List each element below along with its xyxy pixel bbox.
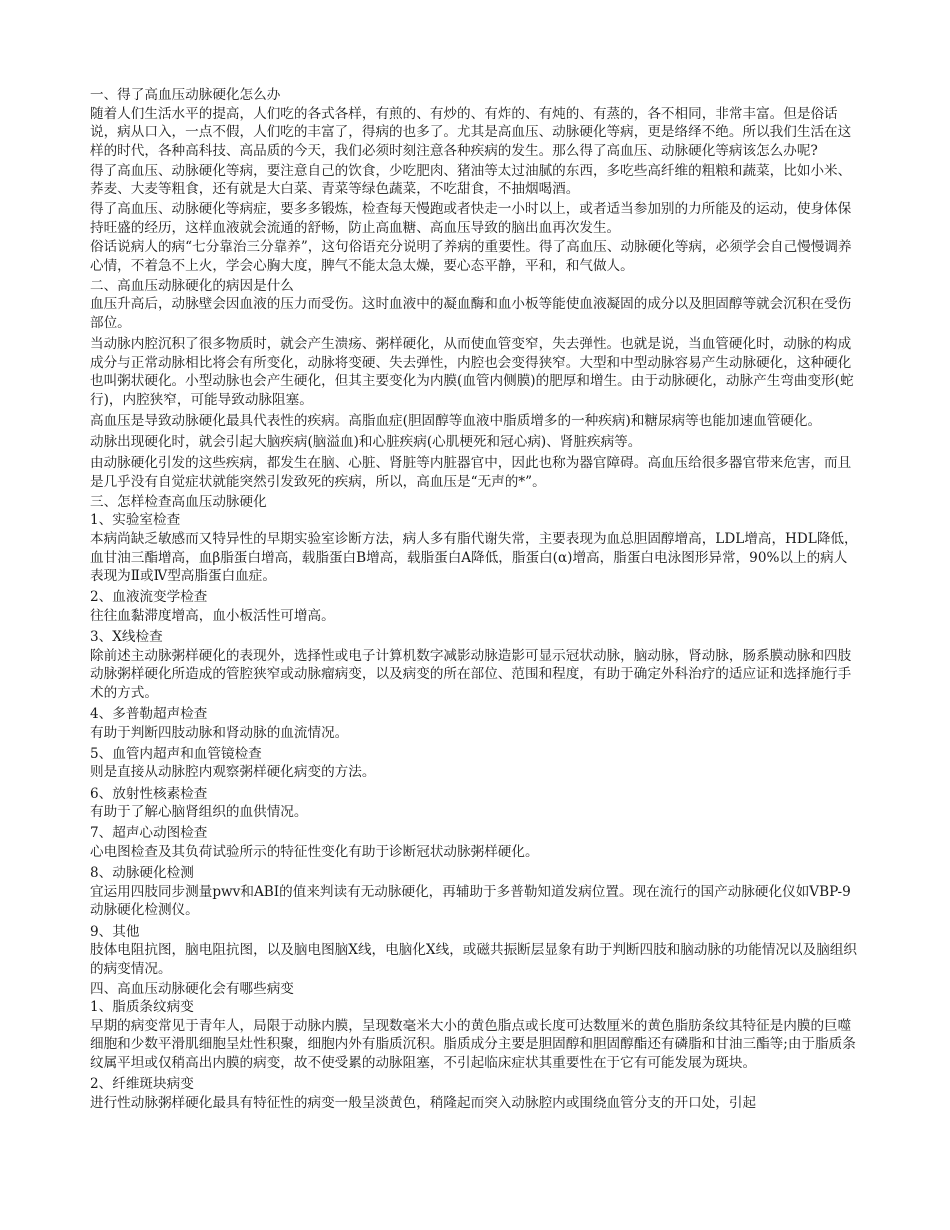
paragraph: 血压升高后，动脉壁会因血液的压力而受伤。这时血液中的凝血酶和血小板等能使血液凝固的成分以及胆固醇等就会沉积在受伤部位。 xyxy=(90,296,852,331)
section-heading: 1、实验室检查 xyxy=(90,512,181,529)
paragraph: 本病尚缺乏敏感而又特异性的早期实验室诊断方法，病人多有脂代谢失常，主要表现为血总胆固醇增高，LDL增高，HDL降低，血甘油三酯增高，血β脂蛋白增高，载脂蛋白B增高，载脂蛋白A降低，脂蛋白(α)增高，脂蛋白电泳图形异常，90%以上的病人表现为Ⅱ或Ⅳ型高脂蛋白血症。 xyxy=(90,530,858,585)
paragraph: 宜运用四肢同步测量pwv和ABI的值来判读有无动脉硬化，再辅助于多普勒知道发病位置。现在流行的国产动脉硬化仪如VBP-9动脉硬化检测仪。 xyxy=(90,883,851,919)
section-heading: 8、动脉硬化检测 xyxy=(90,865,194,882)
paragraph: 进行性动脉粥样硬化最具有特征性的病变一般呈淡黄色，稍隆起而突入动脉腔内或围绕血管分支的开口处，引起 xyxy=(90,1094,757,1111)
section-heading: 二、高血压动脉硬化的病因是什么 xyxy=(90,277,294,294)
section-heading: 2、纤维斑块病变 xyxy=(90,1076,194,1093)
paragraph: 得了高血压、动脉硬化等病症，要多多锻炼，检查每天慢跑或者快走一小时以上，或者适当参加别的力所能及的运动，使身体保持旺盛的经历，这样血液就会流通的舒畅，防止高血糖、高血压导致的脑出血再次发生。 xyxy=(90,200,852,236)
section-heading: 3、X线检查 xyxy=(90,629,163,646)
paragraph: 除前述主动脉粥样硬化的表现外，选择性或电子计算机数字减影动脉造影可显示冠状动脉，脑动脉，肾动脉，肠系膜动脉和四肢动脉粥样硬化所造成的管腔狭窄或动脉瘤病变，以及病变的所在部位、范围和程度，有助于确定外科治疗的适应证和选择施行手术的方式。 xyxy=(90,647,852,701)
section-heading: 5、血管内超声和血管镜检查 xyxy=(90,745,262,762)
section-heading: 7、超声心动图检查 xyxy=(90,825,208,842)
paragraph: 高血压是导致动脉硬化最具代表性的疾病。高脂血症(胆固醇等血液中脂质增多的一种疾病)和糖尿病等也能加速血管硬化。 xyxy=(90,413,822,430)
section-heading: 三、怎样检查高血压动脉硬化 xyxy=(90,493,267,510)
section-heading: 6、放射性核素检查 xyxy=(90,785,208,802)
paragraph: 由动脉硬化引发的这些疾病，都发生在脑、心脏、肾脏等内脏器官中，因此也称为器官障碍。高血压给很多器官带来危害，而且是几乎没有自觉症状就能突然引发致死的疾病，所以，高血压是“无声的*”。 xyxy=(90,455,852,490)
paragraph: 心电图检查及其负荷试验所示的特征性变化有助于诊断冠状动脉粥样硬化。 xyxy=(90,844,539,861)
section-heading: 一、得了高血压动脉硬化怎么办 xyxy=(90,87,281,103)
paragraph: 俗话说病人的病“七分靠治三分靠养”，这句俗语充分说明了养病的重要性。得了高血压、动脉硬化等病，必须学会自己慢慢调养心情，不着急不上火，学会心胸大度，脾气不能太急太燥，要心态平静，平和，和气做人。 xyxy=(90,239,852,274)
paragraph: 往往血黏滞度增高，血小板活性可增高。 xyxy=(90,607,335,624)
section-heading: 4、多普勒超声检查 xyxy=(90,706,208,723)
paragraph: 随着人们生活水平的提高，人们吃的各式各样，有煎的、有炒的、有炸的、有炖的、有蒸的，各不相同，非常丰富。但是俗话说，病从口入，一点不假，人们吃的丰富了，得病的也多了。尤其是高血压、动脉硬化等病，更是络绎不绝。所以我们生活在这样的时代，各种高科技、高品质的今天，我们必须时刻注意各种疾病的发生。那么得了高血压、动脉硬化等病该怎么办呢? xyxy=(90,105,852,159)
paragraph: 早期的病变常见于青年人，局限于动脉内膜，呈现数毫米大小的黄色脂点或长度可达数厘米的黄色脂肪条纹其特征是内膜的巨噬细胞和少数平滑肌细胞呈灶性积聚，细胞内外有脂质沉积。脂质成分主要是胆固醇和胆固醇酯还有磷脂和甘油三酯等;由于脂质条纹属平坦或仅稍高出内膜的病变，故不使受累的动脉阻塞，不引起临床症状其重要性在于它有可能发展为斑块。 xyxy=(90,1017,856,1071)
paragraph: 动脉出现硬化时，就会引起大脑疾病(脑溢血)和心脏疾病(心肌梗死和冠心病)、肾脏疾病等。 xyxy=(90,434,642,451)
paragraph: 得了高血压、动脉硬化等病，要注意自己的饮食，少吃肥肉、猪油等太过油腻的东西，多吃些高纤维的粗粮和蔬菜，比如小米、荞麦、大麦等粗食，还有就是大白菜、青菜等绿色蔬菜，不吃甜食，不抽烟喝酒。 xyxy=(90,162,852,198)
paragraph: 则是直接从动脉腔内观察粥样硬化病变的方法。 xyxy=(90,764,376,781)
section-heading: 四、高血压动脉硬化会有哪些病变 xyxy=(90,980,294,997)
paragraph: 肢体电阻抗图，脑电阻抗图，以及脑电图脑X线，电脑化X线，或磁共振断层显象有助于判断四肢和脑动脉的功能情况以及脑组织的病变情况。 xyxy=(90,942,858,977)
section-heading: 2、血液流变学检查 xyxy=(90,589,208,606)
paragraph: 当动脉内腔沉积了很多物质时，就会产生溃疡、粥样硬化，从而使血管变窄，失去弹性。也就是说，当血管硬化时，动脉的构成成分与正常动脉相比将会有所变化，动脉将变硬、失去弹性，内腔也会变得狭窄。大型和中型动脉容易产生动脉硬化，这种硬化也叫粥状硬化。小型动脉也会产生硬化，但其主要变化为内膜(血管内侧膜)的肥厚和增生。由于动脉硬化，动脉产生弯曲变形(蛇行)，内腔狭窄，可能导致动脉阻塞。 xyxy=(90,336,854,408)
section-heading: 9、其他 xyxy=(90,923,140,940)
section-heading: 1、脂质条纹病变 xyxy=(90,999,194,1016)
paragraph: 有助于判断四肢动脉和肾动脉的血流情况。 xyxy=(90,724,349,741)
paragraph: 有助于了解心脑肾组织的血供情况。 xyxy=(90,804,308,821)
